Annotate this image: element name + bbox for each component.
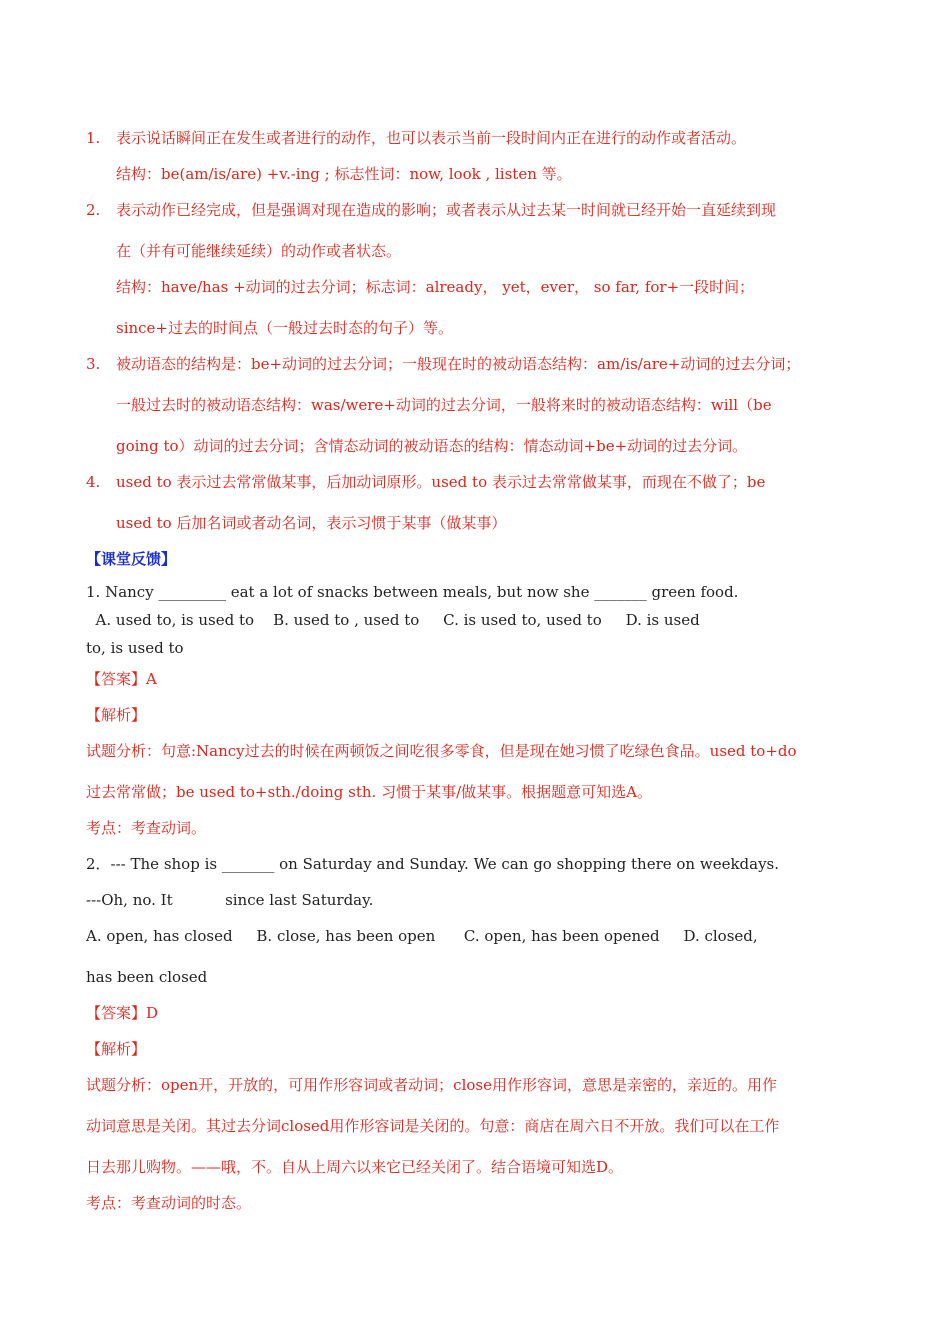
note-text: 一般过去时的被动语态结构：was/were+动词的过去分词，一般将来时的被动语态结构：will（be: [116, 396, 772, 414]
note-number: 2.: [86, 201, 101, 219]
question-stem: 2．--- The shop is _______ on Saturday and Sunday. We can go shopping there on weekdays.: [86, 855, 780, 873]
analysis-text: 试题分析：句意:Nancy过去的时候在两顿饭之间吃很多零食，但是现在她习惯了吃绿色食品。used to+do: [86, 742, 797, 760]
analysis-text: 日去那儿购物。——哦，不。自从上周六以来它已经关闭了。结合语境可知选D。: [86, 1158, 624, 1176]
answer-label: 【答案】D: [86, 1004, 159, 1022]
note-text: 被动语态的结构是：be+动词的过去分词；一般现在时的被动语态结构：am/is/are+动词的过去分词；: [116, 355, 801, 373]
note-text: 结构：have/has +动词的过去分词；标志词：already， yet，ever， so far, for+一段时间；: [116, 278, 755, 296]
note-text: going to）动词的过去分词；含情态动词的被动语态的结构：情态动词+be+动词的过去分词。: [116, 437, 748, 455]
answer-label: 【答案】A: [86, 670, 157, 688]
analysis-label: 【解析】: [86, 1040, 147, 1058]
point-label: 考点：考查动词的时态。: [86, 1194, 252, 1212]
question-stem: 1. Nancy _________ eat a lot of snacks between meals, but now she _______ green food.: [86, 583, 739, 601]
analysis-text: 动词意思是关闭。其过去分词closed用作形容词是关闭的。句意：商店在周六日不开放。我们可以在工作: [86, 1117, 780, 1135]
question-options: has been closed: [86, 968, 208, 986]
note-text: used to 后加名词或者动名词，表示习惯于某事（做某事）: [116, 514, 507, 532]
note-text: 表示动作已经完成，但是强调对现在造成的影响；或者表示从过去某一时间就已经开始一直延续到现: [116, 201, 777, 219]
note-text: 在（并有可能继续延续）的动作或者状态。: [116, 242, 402, 260]
note-text: since+过去的时间点（一般过去时态的句子）等。: [116, 319, 454, 337]
question-options: to, is used to: [86, 639, 184, 657]
note-number: 1.: [86, 129, 101, 147]
analysis-text: 过去常常做；be used to+sth./doing sth. 习惯于某事/做某事。根据题意可知选A。: [86, 783, 652, 801]
question-reply: ---Oh, no. It since last Saturday.: [86, 891, 374, 909]
analysis-text: 试题分析：open开，开放的，可用作形容词或者动词；close用作形容词，意思是亲密的，亲近的。用作: [86, 1076, 777, 1094]
note-number: 4.: [86, 473, 101, 491]
note-text: used to 表示过去常常做某事，后加动词原形。used to 表示过去常常做某事，而现在不做了；be: [116, 473, 766, 491]
question-options: A. open, has closed B. close, has been open C. open, has been opened D. closed,: [86, 927, 758, 945]
note-text: 结构：be(am/is/are) +v.-ing ; 标志性词：now, look , listen 等。: [116, 165, 572, 183]
note-text: 表示说话瞬间正在发生或者进行的动作，也可以表示当前一段时间内正在进行的动作或者活动。: [116, 129, 747, 147]
note-number: 3.: [86, 355, 101, 373]
point-label: 考点：考查动词。: [86, 819, 207, 837]
question-options: A. used to, is used to B. used to , used to C. is used to, used to D. is used: [86, 611, 700, 629]
section-title: 【课堂反馈】: [86, 550, 177, 568]
analysis-label: 【解析】: [86, 706, 147, 724]
